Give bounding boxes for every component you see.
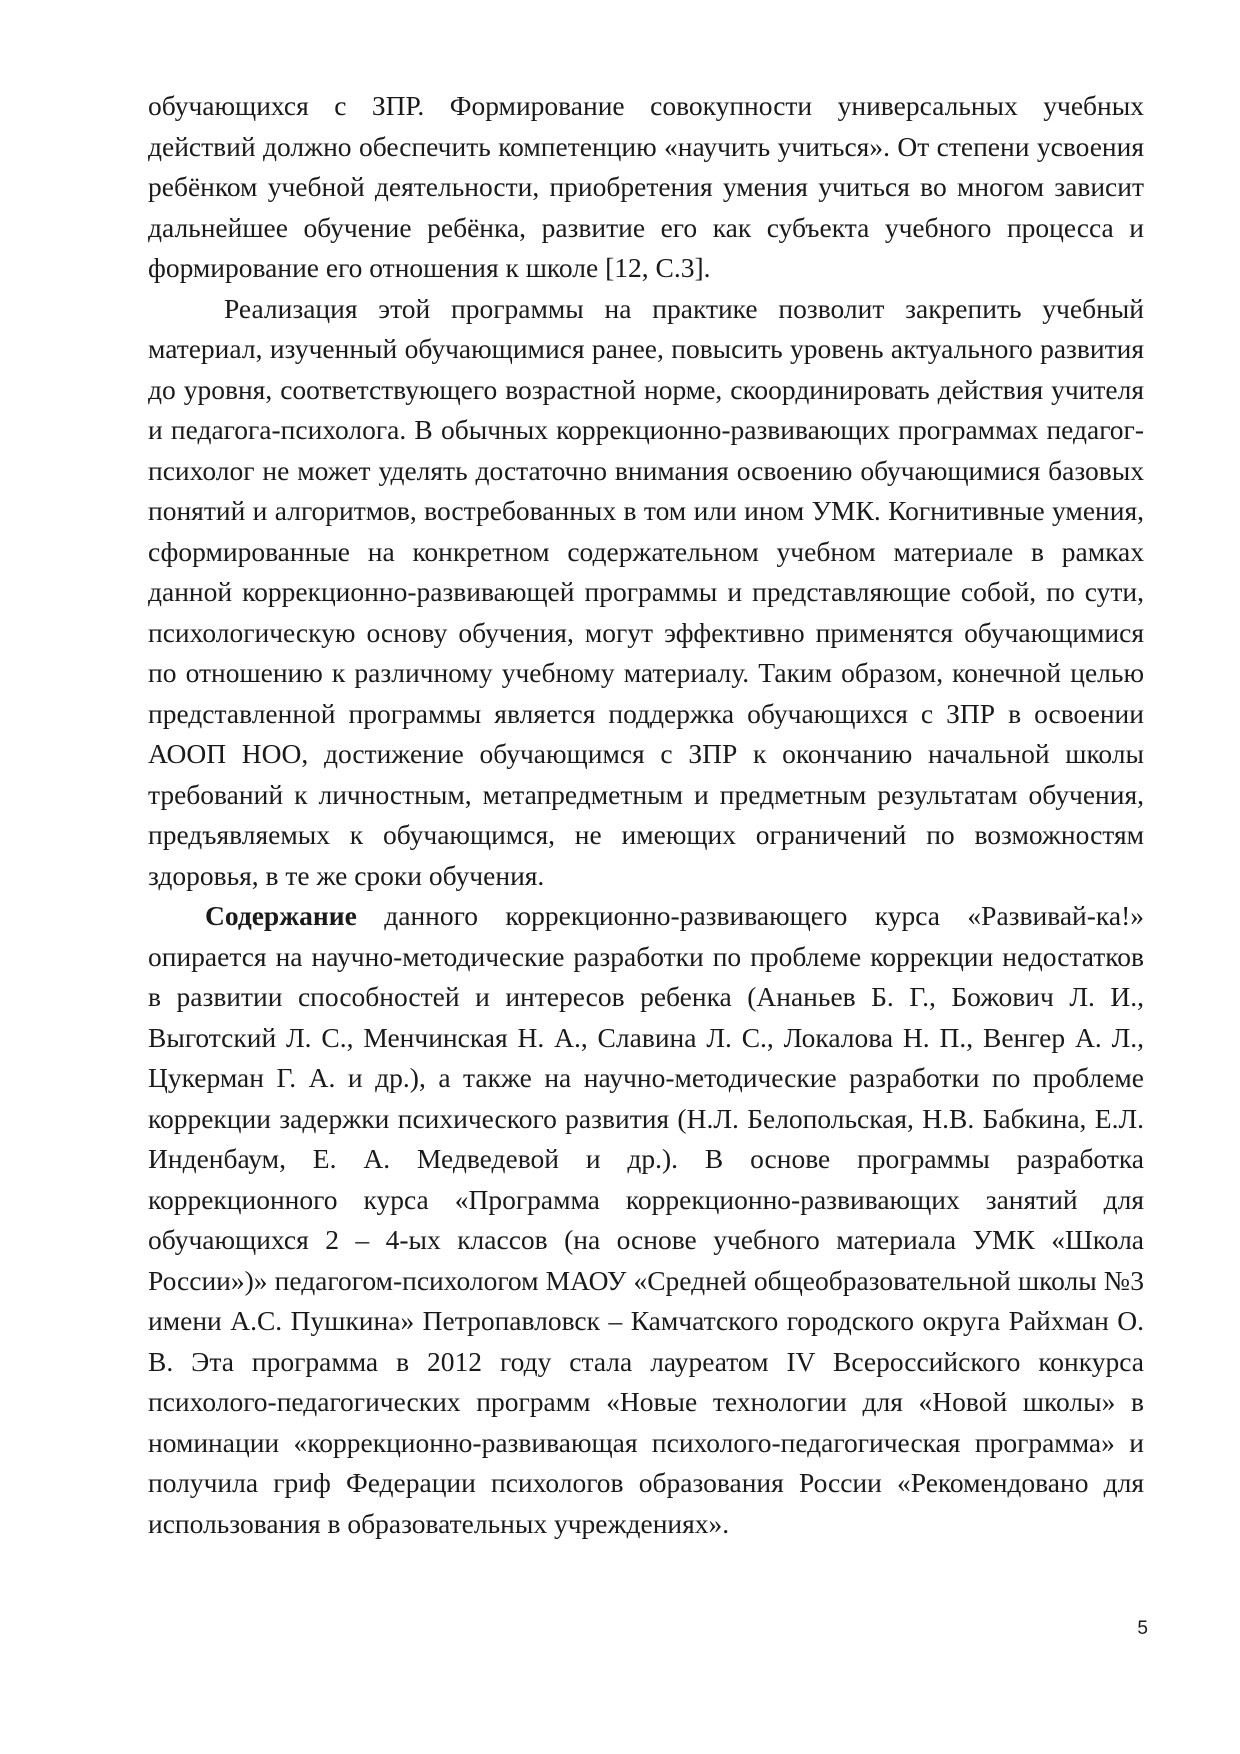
paragraph-content — [148, 896, 1144, 1544]
paragraph-continuation: обучающихся с ЗПР. Формирование совокупности универсальных учебных действий должно обеспечить компетенцию «научить учиться». От степени усвоения ребёнком учебной деятельности, приобретения умения учиться во многом зависит дальнейшее обучение ребёнка, развитие его как субъекта учебного процесса и формирование его отношения к школе [12, С.3]. — [148, 90, 1144, 283]
content-heading: Содержание — [205, 900, 357, 931]
content-body: данного коррекционно-развивающего курса «Развивай-ка!» опирается на научно-методические разработки по проблеме коррекции недостатков в развитии способностей и интересов ребенка (Ананьев Б. Г., Божович Л. И., Выготский Л. С., Менчинская Н. А., Славина Л. С., Локалова Н. П., Венгер А. Л., Цукерман Г. А. и др.), а также на научно-методические разработки по проблеме коррекции задержки психического развития (Н.Л. Белопольская, Н.В. Бабкина, Е.Л. Инденбаум, Е. А. Медведевой и др.). В основе программы разработка коррекционного курса «Программа коррекционно-развивающих занятий для обучающихся 2 – 4-ых классов (на основе учебного материала УМК «Школа России»)» педагогом-психологом МАОУ «Средней общеобразовательной школы №3 имени А.С. Пушкина» Петропавловск – Камчатского городского округа Райхман О. В. Эта программа в 2012 году стала лауреатом IV Всероссийского конкурса психолого-педагогических программ «Новые технологии для «Новой школы» в номинации «коррекционно-развивающая психолого-педагогическая программа» и получила гриф Федерации психологов образования России «Рекомендовано для использования в образовательных учреждениях». — [148, 900, 1144, 1539]
paragraph-program-implementation: Реализация этой программы на практике позволит закрепить учебный материал, изученный обучающимися ранее, повысить уровень актуального развития до уровня, соответствующего возрастной норме, скоординировать действия учителя и педагога-психолога. В обычных коррекционно-развивающих программах педагог-психолог не может уделять достаточно внимания освоению обучающимися базовых понятий и алгоритмов, востребованных в том или ином УМК. Когнитивные умения, сформированные на конкретном содержательном учебном материале в рамках данной коррекционно-развивающей программы и представляющие собой, по сути, психологическую основу обучения, могут эффективно применятся обучающимися по отношению к различному учебному материалу. Таким образом, конечной целью представленной программы является поддержка обучающихся с ЗПР в освоении АООП НОО, достижение обучающимся с ЗПР к окончанию начальной школы требований к личностным, метапредметным и предметным результатам обучения, предъявляемых к обучающимся, не имеющих ограничений по возможностям здоровья, в те же сроки обучения. — [148, 292, 1144, 891]
page-number: 5 — [1137, 1618, 1148, 1639]
body-text — [148, 86, 1144, 1544]
